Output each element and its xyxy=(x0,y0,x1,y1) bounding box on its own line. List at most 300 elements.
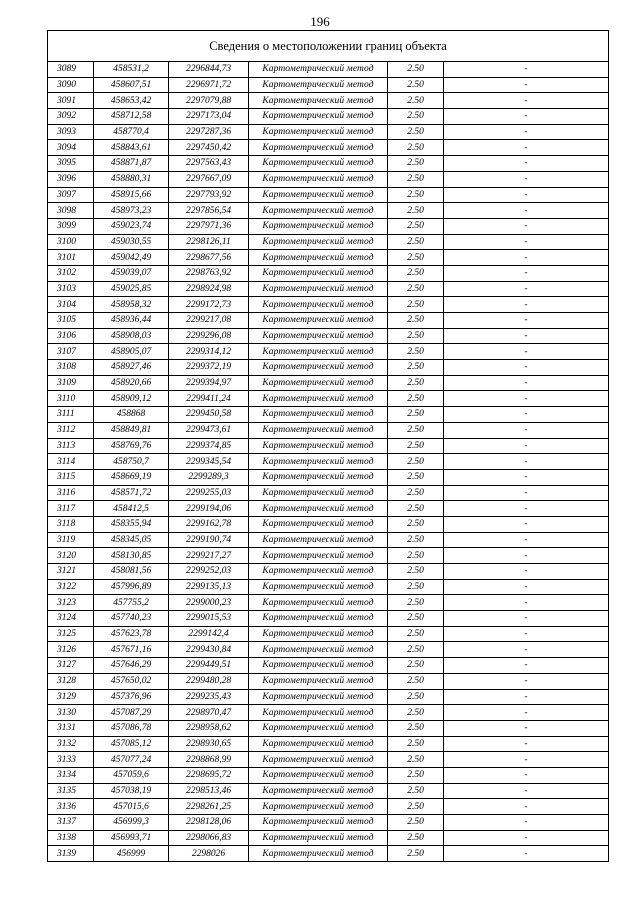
table-row xyxy=(48,626,609,642)
accuracy-cell: 2.50 xyxy=(388,62,444,78)
method-cell: Картометрический метод xyxy=(249,830,388,846)
point-number-cell: 3137 xyxy=(48,815,94,831)
table-row xyxy=(48,297,609,313)
table-row xyxy=(48,93,609,109)
accuracy-cell: 2.50 xyxy=(388,626,444,642)
table-row xyxy=(48,846,609,862)
accuracy-cell: 2.50 xyxy=(388,360,444,376)
description-cell: - xyxy=(444,234,609,250)
point-number-cell: 3107 xyxy=(48,344,94,360)
table-row xyxy=(48,752,609,768)
coord-y-cell: 2299015,53 xyxy=(169,611,249,627)
accuracy-cell: 2.50 xyxy=(388,187,444,203)
coord-x-cell: 458973,23 xyxy=(94,203,169,219)
point-number-cell: 3102 xyxy=(48,265,94,281)
coord-y-cell: 2298126,11 xyxy=(169,234,249,250)
description-cell: - xyxy=(444,469,609,485)
table-row xyxy=(48,548,609,564)
description-cell: - xyxy=(444,689,609,705)
description-cell: - xyxy=(444,767,609,783)
coord-y-cell: 2298763,92 xyxy=(169,265,249,281)
coord-x-cell: 457646,29 xyxy=(94,658,169,674)
table-row xyxy=(48,156,609,172)
accuracy-cell: 2.50 xyxy=(388,109,444,125)
coord-x-cell: 458130,85 xyxy=(94,548,169,564)
accuracy-cell: 2.50 xyxy=(388,564,444,580)
coord-x-cell: 458712,58 xyxy=(94,109,169,125)
table-row xyxy=(48,140,609,156)
accuracy-cell: 2.50 xyxy=(388,391,444,407)
point-number-cell: 3105 xyxy=(48,313,94,329)
method-cell: Картометрический метод xyxy=(249,281,388,297)
table-row xyxy=(48,469,609,485)
description-cell: - xyxy=(444,485,609,501)
method-cell: Картометрический метод xyxy=(249,250,388,266)
description-cell: - xyxy=(444,218,609,234)
point-number-cell: 3127 xyxy=(48,658,94,674)
point-number-cell: 3128 xyxy=(48,673,94,689)
coord-y-cell: 2299473,61 xyxy=(169,422,249,438)
page-number: 196 xyxy=(310,14,330,29)
description-cell: - xyxy=(444,422,609,438)
method-cell: Картометрический метод xyxy=(249,313,388,329)
coord-x-cell: 458880,31 xyxy=(94,171,169,187)
coord-x-cell: 458909,12 xyxy=(94,391,169,407)
method-cell: Картометрический метод xyxy=(249,407,388,423)
description-cell: - xyxy=(444,564,609,580)
description-cell: - xyxy=(444,265,609,281)
description-cell: - xyxy=(444,532,609,548)
method-cell: Картометрический метод xyxy=(249,93,388,109)
table-row xyxy=(48,62,609,78)
description-cell: - xyxy=(444,297,609,313)
table-row xyxy=(48,720,609,736)
coord-y-cell: 2299217,27 xyxy=(169,548,249,564)
table-row xyxy=(48,203,609,219)
description-cell: - xyxy=(444,611,609,627)
description-cell: - xyxy=(444,815,609,831)
description-cell: - xyxy=(444,375,609,391)
description-cell: - xyxy=(444,93,609,109)
coord-x-cell: 458958,32 xyxy=(94,297,169,313)
coord-y-cell: 2299394,97 xyxy=(169,375,249,391)
coord-x-cell: 458920,66 xyxy=(94,375,169,391)
method-cell: Картометрический метод xyxy=(249,548,388,564)
method-cell: Картометрический метод xyxy=(249,767,388,783)
coord-x-cell: 458849,81 xyxy=(94,422,169,438)
description-cell: - xyxy=(444,438,609,454)
point-number-cell: 3093 xyxy=(48,124,94,140)
method-cell: Картометрический метод xyxy=(249,626,388,642)
description-cell: - xyxy=(444,344,609,360)
method-cell: Картометрический метод xyxy=(249,579,388,595)
accuracy-cell: 2.50 xyxy=(388,140,444,156)
coord-y-cell: 2298958,62 xyxy=(169,720,249,736)
coord-y-cell: 2298066,83 xyxy=(169,830,249,846)
point-number-cell: 3121 xyxy=(48,564,94,580)
accuracy-cell: 2.50 xyxy=(388,93,444,109)
coord-x-cell: 458905,07 xyxy=(94,344,169,360)
accuracy-cell: 2.50 xyxy=(388,375,444,391)
coord-x-cell: 457087,29 xyxy=(94,705,169,721)
point-number-cell: 3132 xyxy=(48,736,94,752)
description-cell: - xyxy=(444,391,609,407)
accuracy-cell: 2.50 xyxy=(388,328,444,344)
method-cell: Картометрический метод xyxy=(249,705,388,721)
coord-y-cell: 2298677,56 xyxy=(169,250,249,266)
table-row xyxy=(48,218,609,234)
coord-x-cell: 457996,89 xyxy=(94,579,169,595)
coord-y-cell: 2298924,98 xyxy=(169,281,249,297)
accuracy-cell: 2.50 xyxy=(388,548,444,564)
description-cell: - xyxy=(444,705,609,721)
description-cell: - xyxy=(444,736,609,752)
point-number-cell: 3103 xyxy=(48,281,94,297)
description-cell: - xyxy=(444,140,609,156)
point-number-cell: 3120 xyxy=(48,548,94,564)
accuracy-cell: 2.50 xyxy=(388,516,444,532)
accuracy-cell: 2.50 xyxy=(388,313,444,329)
method-cell: Картометрический метод xyxy=(249,799,388,815)
table-row xyxy=(48,658,609,674)
coord-x-cell: 457077,24 xyxy=(94,752,169,768)
description-cell: - xyxy=(444,673,609,689)
point-number-cell: 3097 xyxy=(48,187,94,203)
description-cell: - xyxy=(444,328,609,344)
accuracy-cell: 2.50 xyxy=(388,532,444,548)
description-cell: - xyxy=(444,124,609,140)
method-cell: Картометрический метод xyxy=(249,532,388,548)
point-number-cell: 3104 xyxy=(48,297,94,313)
accuracy-cell: 2.50 xyxy=(388,485,444,501)
coord-y-cell: 2299411,24 xyxy=(169,391,249,407)
description-cell: - xyxy=(444,250,609,266)
description-cell: - xyxy=(444,171,609,187)
point-number-cell: 3095 xyxy=(48,156,94,172)
description-cell: - xyxy=(444,626,609,642)
coord-y-cell: 2298930,65 xyxy=(169,736,249,752)
point-number-cell: 3117 xyxy=(48,501,94,517)
accuracy-cell: 2.50 xyxy=(388,234,444,250)
description-cell: - xyxy=(444,516,609,532)
accuracy-cell: 2.50 xyxy=(388,297,444,313)
table-row xyxy=(48,328,609,344)
table-row xyxy=(48,736,609,752)
description-cell: - xyxy=(444,579,609,595)
method-cell: Картометрический метод xyxy=(249,391,388,407)
coord-x-cell: 456999,3 xyxy=(94,815,169,831)
method-cell: Картометрический метод xyxy=(249,77,388,93)
point-number-cell: 3113 xyxy=(48,438,94,454)
coord-y-cell: 2299449,51 xyxy=(169,658,249,674)
method-cell: Картометрический метод xyxy=(249,156,388,172)
table-row xyxy=(48,265,609,281)
accuracy-cell: 2.50 xyxy=(388,469,444,485)
coord-x-cell: 457376,96 xyxy=(94,689,169,705)
accuracy-cell: 2.50 xyxy=(388,830,444,846)
coord-y-cell: 2299142,4 xyxy=(169,626,249,642)
point-number-cell: 3116 xyxy=(48,485,94,501)
accuracy-cell: 2.50 xyxy=(388,846,444,862)
coord-x-cell: 457740,23 xyxy=(94,611,169,627)
method-cell: Картометрический метод xyxy=(249,846,388,862)
method-cell: Картометрический метод xyxy=(249,611,388,627)
method-cell: Картометрический метод xyxy=(249,689,388,705)
coord-x-cell: 459042,49 xyxy=(94,250,169,266)
table-row xyxy=(48,783,609,799)
coord-x-cell: 458770,4 xyxy=(94,124,169,140)
table-row xyxy=(48,454,609,470)
table-row xyxy=(48,673,609,689)
accuracy-cell: 2.50 xyxy=(388,673,444,689)
table-row xyxy=(48,344,609,360)
coord-y-cell: 2299000,23 xyxy=(169,595,249,611)
table-row xyxy=(48,815,609,831)
coord-y-cell: 2299372,19 xyxy=(169,360,249,376)
method-cell: Картометрический метод xyxy=(249,171,388,187)
coord-y-cell: 2298128,06 xyxy=(169,815,249,831)
coord-y-cell: 2299314,12 xyxy=(169,344,249,360)
table-row xyxy=(48,407,609,423)
point-number-cell: 3122 xyxy=(48,579,94,595)
coord-y-cell: 2299450,58 xyxy=(169,407,249,423)
table-row xyxy=(48,109,609,125)
accuracy-cell: 2.50 xyxy=(388,218,444,234)
coord-y-cell: 2299255,03 xyxy=(169,485,249,501)
point-number-cell: 3108 xyxy=(48,360,94,376)
coord-x-cell: 458345,05 xyxy=(94,532,169,548)
method-cell: Картометрический метод xyxy=(249,375,388,391)
coord-y-cell: 2298970,47 xyxy=(169,705,249,721)
table-row xyxy=(48,313,609,329)
table-row xyxy=(48,532,609,548)
coord-x-cell: 458081,56 xyxy=(94,564,169,580)
table-row xyxy=(48,642,609,658)
description-cell: - xyxy=(444,501,609,517)
description-cell: - xyxy=(444,360,609,376)
coord-x-cell: 458607,51 xyxy=(94,77,169,93)
coord-x-cell: 457038,19 xyxy=(94,783,169,799)
boundary-table xyxy=(47,30,609,862)
description-cell: - xyxy=(444,203,609,219)
description-cell: - xyxy=(444,783,609,799)
method-cell: Картометрический метод xyxy=(249,736,388,752)
point-number-cell: 3134 xyxy=(48,767,94,783)
coord-y-cell: 2297173,04 xyxy=(169,109,249,125)
table-row xyxy=(48,767,609,783)
point-number-cell: 3139 xyxy=(48,846,94,862)
table-row xyxy=(48,611,609,627)
table-row xyxy=(48,124,609,140)
table-row xyxy=(48,485,609,501)
point-number-cell: 3138 xyxy=(48,830,94,846)
table-title: Сведения о местоположении границ объекта xyxy=(48,31,609,62)
coord-x-cell: 456993,71 xyxy=(94,830,169,846)
method-cell: Картометрический метод xyxy=(249,642,388,658)
description-cell: - xyxy=(444,799,609,815)
table-row xyxy=(48,187,609,203)
point-number-cell: 3100 xyxy=(48,234,94,250)
coord-y-cell: 2299345,54 xyxy=(169,454,249,470)
method-cell: Картометрический метод xyxy=(249,109,388,125)
accuracy-cell: 2.50 xyxy=(388,171,444,187)
coord-y-cell: 2299217,08 xyxy=(169,313,249,329)
table-row xyxy=(48,77,609,93)
coord-y-cell: 2298261,25 xyxy=(169,799,249,815)
accuracy-cell: 2.50 xyxy=(388,658,444,674)
method-cell: Картометрический метод xyxy=(249,218,388,234)
method-cell: Картометрический метод xyxy=(249,516,388,532)
coord-x-cell: 458871,87 xyxy=(94,156,169,172)
coord-y-cell: 2298868,99 xyxy=(169,752,249,768)
table-row xyxy=(48,830,609,846)
accuracy-cell: 2.50 xyxy=(388,736,444,752)
description-cell: - xyxy=(444,156,609,172)
coord-x-cell: 459023,74 xyxy=(94,218,169,234)
point-number-cell: 3111 xyxy=(48,407,94,423)
coord-y-cell: 2299172,73 xyxy=(169,297,249,313)
table-row xyxy=(48,375,609,391)
point-number-cell: 3089 xyxy=(48,62,94,78)
accuracy-cell: 2.50 xyxy=(388,595,444,611)
coord-y-cell: 2296971,72 xyxy=(169,77,249,93)
description-cell: - xyxy=(444,62,609,78)
table-row xyxy=(48,689,609,705)
point-number-cell: 3115 xyxy=(48,469,94,485)
method-cell: Картометрический метод xyxy=(249,140,388,156)
coord-x-cell: 457059,6 xyxy=(94,767,169,783)
coord-x-cell: 458531,2 xyxy=(94,62,169,78)
coord-x-cell: 458927,46 xyxy=(94,360,169,376)
accuracy-cell: 2.50 xyxy=(388,689,444,705)
coord-y-cell: 2298026 xyxy=(169,846,249,862)
method-cell: Картометрический метод xyxy=(249,469,388,485)
table-body xyxy=(48,62,609,862)
point-number-cell: 3119 xyxy=(48,532,94,548)
accuracy-cell: 2.50 xyxy=(388,767,444,783)
coord-y-cell: 2297079,88 xyxy=(169,93,249,109)
method-cell: Картометрический метод xyxy=(249,344,388,360)
method-cell: Картометрический метод xyxy=(249,203,388,219)
coord-y-cell: 2299374,85 xyxy=(169,438,249,454)
method-cell: Картометрический метод xyxy=(249,595,388,611)
accuracy-cell: 2.50 xyxy=(388,501,444,517)
accuracy-cell: 2.50 xyxy=(388,344,444,360)
accuracy-cell: 2.50 xyxy=(388,579,444,595)
description-cell: - xyxy=(444,109,609,125)
coord-y-cell: 2299430,84 xyxy=(169,642,249,658)
point-number-cell: 3092 xyxy=(48,109,94,125)
coord-x-cell: 459025,85 xyxy=(94,281,169,297)
point-number-cell: 3125 xyxy=(48,626,94,642)
coord-y-cell: 2299235,43 xyxy=(169,689,249,705)
table-row xyxy=(48,595,609,611)
method-cell: Картометрический метод xyxy=(249,783,388,799)
description-cell: - xyxy=(444,595,609,611)
coord-x-cell: 458571,72 xyxy=(94,485,169,501)
coord-x-cell: 458769,76 xyxy=(94,438,169,454)
method-cell: Картометрический метод xyxy=(249,673,388,689)
accuracy-cell: 2.50 xyxy=(388,407,444,423)
accuracy-cell: 2.50 xyxy=(388,124,444,140)
coord-x-cell: 456999 xyxy=(94,846,169,862)
coord-x-cell: 458908,03 xyxy=(94,328,169,344)
coord-y-cell: 2299135,13 xyxy=(169,579,249,595)
coord-y-cell: 2297793,92 xyxy=(169,187,249,203)
coord-x-cell: 458653,42 xyxy=(94,93,169,109)
method-cell: Картометрический метод xyxy=(249,265,388,281)
point-number-cell: 3124 xyxy=(48,611,94,627)
table-row xyxy=(48,564,609,580)
table-row xyxy=(48,438,609,454)
coord-x-cell: 458355,94 xyxy=(94,516,169,532)
accuracy-cell: 2.50 xyxy=(388,77,444,93)
point-number-cell: 3131 xyxy=(48,720,94,736)
table-row xyxy=(48,579,609,595)
point-number-cell: 3110 xyxy=(48,391,94,407)
description-cell: - xyxy=(444,830,609,846)
table-row xyxy=(48,360,609,376)
coord-y-cell: 2297563,43 xyxy=(169,156,249,172)
point-number-cell: 3123 xyxy=(48,595,94,611)
point-number-cell: 3118 xyxy=(48,516,94,532)
point-number-cell: 3098 xyxy=(48,203,94,219)
point-number-cell: 3094 xyxy=(48,140,94,156)
accuracy-cell: 2.50 xyxy=(388,720,444,736)
method-cell: Картометрический метод xyxy=(249,234,388,250)
table-row xyxy=(48,799,609,815)
table-row xyxy=(48,281,609,297)
coord-x-cell: 457650,02 xyxy=(94,673,169,689)
point-number-cell: 3091 xyxy=(48,93,94,109)
method-cell: Картометрический метод xyxy=(249,438,388,454)
point-number-cell: 3101 xyxy=(48,250,94,266)
coord-x-cell: 457671,16 xyxy=(94,642,169,658)
accuracy-cell: 2.50 xyxy=(388,642,444,658)
method-cell: Картометрический метод xyxy=(249,124,388,140)
coord-x-cell: 458669,19 xyxy=(94,469,169,485)
method-cell: Картометрический метод xyxy=(249,328,388,344)
table-row xyxy=(48,171,609,187)
accuracy-cell: 2.50 xyxy=(388,265,444,281)
accuracy-cell: 2.50 xyxy=(388,156,444,172)
coord-y-cell: 2297287,36 xyxy=(169,124,249,140)
accuracy-cell: 2.50 xyxy=(388,783,444,799)
coord-x-cell: 458750,7 xyxy=(94,454,169,470)
coord-y-cell: 2297450,42 xyxy=(169,140,249,156)
point-number-cell: 3130 xyxy=(48,705,94,721)
point-number-cell: 3109 xyxy=(48,375,94,391)
method-cell: Картометрический метод xyxy=(249,62,388,78)
point-number-cell: 3090 xyxy=(48,77,94,93)
point-number-cell: 3112 xyxy=(48,422,94,438)
coord-y-cell: 2296844,73 xyxy=(169,62,249,78)
method-cell: Картометрический метод xyxy=(249,485,388,501)
point-number-cell: 3114 xyxy=(48,454,94,470)
coord-y-cell: 2298513,46 xyxy=(169,783,249,799)
coord-x-cell: 458936,44 xyxy=(94,313,169,329)
table-row xyxy=(48,501,609,517)
coord-y-cell: 2299190,74 xyxy=(169,532,249,548)
method-cell: Картометрический метод xyxy=(249,297,388,313)
method-cell: Картометрический метод xyxy=(249,564,388,580)
description-cell: - xyxy=(444,407,609,423)
description-cell: - xyxy=(444,658,609,674)
coord-x-cell: 459030,55 xyxy=(94,234,169,250)
description-cell: - xyxy=(444,548,609,564)
coord-y-cell: 2299289,3 xyxy=(169,469,249,485)
point-number-cell: 3106 xyxy=(48,328,94,344)
